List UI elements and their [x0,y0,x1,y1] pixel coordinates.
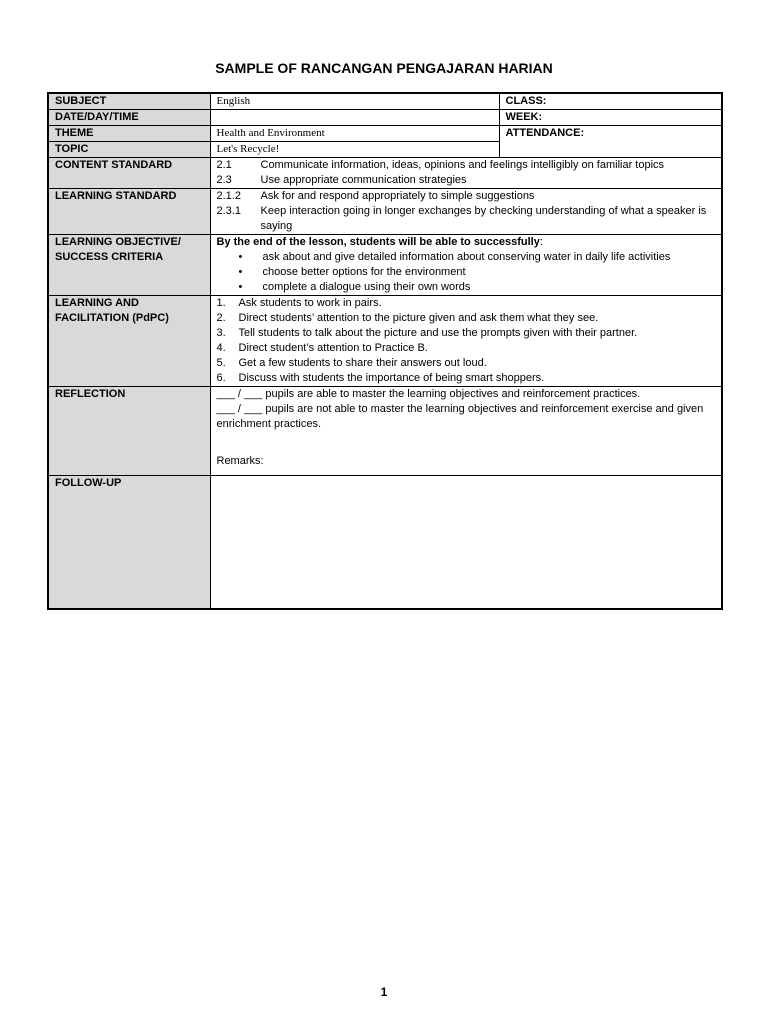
bullet-icon: • [238,251,243,263]
objective-label-line: SUCCESS CRITERIA [55,251,164,263]
learning-standard-value [210,189,722,235]
facilitation-step [217,371,716,386]
objective-intro-text: By the end of the lesson, students will be able to successfully [216,236,540,248]
learning-standard-item [217,204,716,234]
step-text: Direct students’ attention to the picture given and ask them what they see. [238,312,599,324]
step-number: 3. [216,327,226,339]
date-value [210,110,499,126]
standard-text: Communicate information, ideas, opinions and feelings intelligibly on familiar topics [260,159,665,171]
follow-up-value [210,476,722,610]
class-label: CLASS: [499,93,722,110]
theme-row [48,126,722,142]
standard-text: Ask for and respond appropriately to simple suggestions [260,190,535,202]
facilitation-label-line: LEARNING AND [55,297,139,309]
content-standard-value [210,158,722,189]
facilitation-label [48,296,210,387]
date-label: DATE/DAY/TIME [48,110,210,126]
standard-code: 2.1 [216,159,232,171]
objective-label [48,235,210,296]
lesson-plan-table [47,92,723,610]
subject-value: English [210,93,499,110]
objective-label-line: LEARNING OBJECTIVE/ [55,236,181,248]
standard-text: Keep interaction going in longer exchanges by checking understanding of what a speaker is saying [260,205,707,232]
facilitation-value [210,296,722,387]
content-standard-item [217,173,716,188]
objective-bullet [217,250,716,265]
step-number: 4. [216,342,226,354]
bullet-icon: • [238,266,243,278]
learning-standard-label: LEARNING STANDARD [48,189,210,235]
objective-bullet [217,280,716,295]
reflection-row [48,387,722,476]
topic-label: TOPIC [48,142,210,158]
subject-row [48,93,722,110]
reflection-line: ___ / ___ pupils are able to master the learning objectives and reinforcement practices. [216,388,641,400]
objective-bullet [217,265,716,280]
theme-label: THEME [48,126,210,142]
facilitation-label-line: FACILITATION (PdPC) [55,312,169,324]
facilitation-step [217,326,716,341]
standard-code: 2.3.1 [216,205,241,217]
subject-label: SUBJECT [48,93,210,110]
facilitation-step [217,296,716,311]
learning-standard-row [48,189,722,235]
facilitation-row [48,296,722,387]
attendance-label: ATTENDANCE: [499,126,722,158]
objective-bullet-text: complete a dialogue using their own words [262,281,471,293]
standard-text: Use appropriate communication strategies [260,174,467,186]
facilitation-step [217,311,716,326]
step-text: Get a few students to share their answers out loud. [238,357,487,369]
step-text: Tell students to talk about the picture and use the prompts given with their partner. [238,327,638,339]
reflection-value [210,387,722,476]
date-row [48,110,722,126]
step-text: Direct student’s attention to Practice B. [238,342,428,354]
objective-value [210,235,722,296]
objective-row [48,235,722,296]
reflection-remarks: Remarks: [216,455,264,467]
step-number: 2. [216,312,226,324]
content-standard-row [48,158,722,189]
facilitation-step [217,341,716,356]
week-label: WEEK: [499,110,722,126]
learning-standard-item [217,189,716,204]
step-text: Discuss with students the importance of being smart shoppers. [238,372,545,384]
step-number: 1. [216,297,226,309]
objective-intro-colon: : [539,236,543,248]
objective-bullet-text: ask about and give detailed information about conserving water in daily life activities [262,251,671,263]
reflection-label: REFLECTION [48,387,210,476]
step-number: 6. [216,372,226,384]
objective-bullet-text: choose better options for the environment [262,266,466,278]
content-standard-label: CONTENT STANDARD [48,158,210,189]
content-standard-item [217,158,716,173]
standard-code: 2.3 [216,174,232,186]
page-title: SAMPLE OF RANCANGAN PENGAJARAN HARIAN [215,60,553,76]
follow-up-row [48,476,722,610]
reflection-spacer [217,432,716,454]
reflection-line: ___ / ___ pupils are not able to master the learning objectives and reinforcement exercise and given enrichment practices. [216,403,704,430]
standard-code: 2.1.2 [216,190,241,202]
topic-value: Let's Recycle! [210,142,499,158]
bullet-icon: • [238,281,243,293]
page-number: 1 [380,985,388,999]
step-number: 5. [216,357,226,369]
step-text: Ask students to work in pairs. [238,297,382,309]
facilitation-step [217,356,716,371]
objective-intro [217,235,716,250]
theme-value: Health and Environment [210,126,499,142]
follow-up-label: FOLLOW-UP [48,476,210,610]
